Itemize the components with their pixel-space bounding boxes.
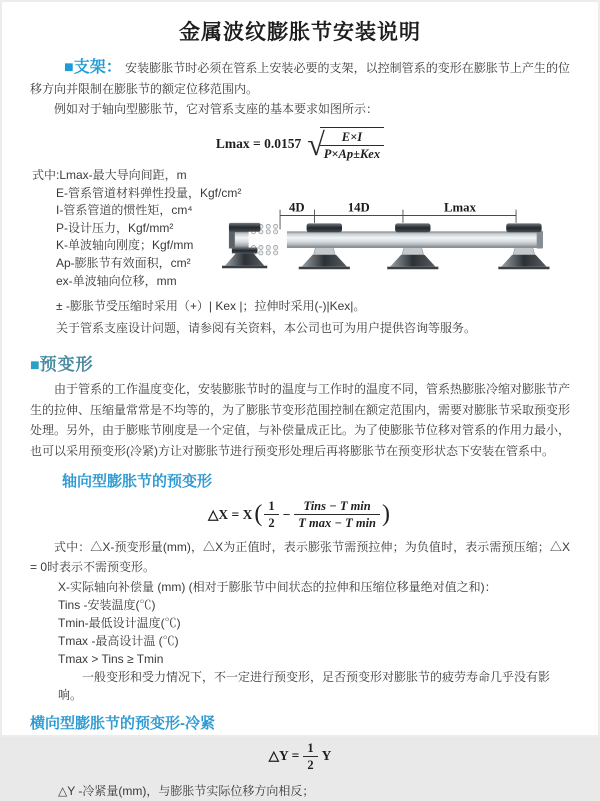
formula-axial-lhs: △X = X — [208, 506, 253, 522]
formula-lateral-lhs: △Y = — [268, 748, 300, 764]
formula-lateral — [30, 740, 570, 774]
radical-sign: √ — [307, 126, 325, 163]
close-paren: ) — [382, 501, 390, 528]
minus-sign: − — [282, 506, 291, 522]
lateral-note: △Y -冷紧量(mm)，与膨胀节实际位移方向相反； — [58, 784, 315, 798]
definitions-and-diagram-row — [30, 167, 570, 295]
axial-item: Tmin-最低设计温度(℃) — [58, 615, 181, 630]
support-section-label: ■支架： — [64, 59, 122, 76]
definition-line: I-管系管道的惯性矩，cm⁴ — [56, 203, 193, 218]
formula-lmax-lhs: Lmax = 0.0157 — [215, 136, 302, 152]
section-square-icon: ■ — [30, 357, 40, 374]
preset-section-title: 预变形 — [39, 355, 94, 374]
axial-item: 一般变形和受力情况下，不一定进行预变形，足否预变形对膨胀节的疲劳寿命几乎没有影响。 — [58, 669, 551, 702]
definition-line: ex-单波轴向位移，mm — [56, 273, 177, 288]
axial-subheading: 轴向型膨胀节的预变形 — [62, 473, 213, 490]
half-numerator: 1 — [268, 499, 275, 513]
axial-explain-paragraph: 式中：△X-预变形量(mm)，△X为正值时，表示膨张节需预拉伸；为负值时，表示需预压缩；△X = 0时表示不需预变形。 — [30, 539, 570, 574]
open-paren: ( — [254, 501, 263, 528]
pipe-right-cap — [537, 231, 543, 249]
support-intro-text: 安装膨胀节时必须在管系上安装必要的支架，以控制管系的变形在膨胀节上产生的位移方向并限制在膨胀节的额定位移范围内。 — [30, 61, 570, 96]
axial-item: Tmax > Tins ≥ Tmin — [58, 651, 164, 666]
formula-lmax-fraction — [320, 127, 384, 163]
support-example-line: 例如对于轴向型膨胀节，它对管系支座的基本要求如图所示： — [54, 102, 379, 116]
pm-note: ± -膨胀节受压缩时采用（+）| Kex |；拉伸时采用(-)|Kex|。 — [56, 299, 366, 313]
half-denominator: 2 — [303, 756, 317, 773]
definition-line: P-设计压力，Kgf/mm² — [56, 220, 174, 235]
definition-line: K-单波轴向刚度；Kgf/mm — [56, 238, 194, 253]
temp-fraction — [294, 498, 380, 532]
temp-denominator: T max − T min — [294, 514, 380, 531]
axial-item: X-实际轴向补偿量 (mm) (相对于膨胀节中间状态的拉伸和压缩位移量绝对值之和)： — [58, 579, 497, 594]
dim-label-14d: 14D — [347, 200, 370, 215]
formula-axial — [30, 498, 570, 532]
formula-lmax-denominator: P×Ap±Kex — [320, 145, 384, 162]
page-title: 金属波纹膨胀节安装说明 — [179, 21, 421, 44]
half-fraction — [264, 498, 278, 532]
consult-note: 关于管系支座设计问题，请参阅有关资料，本公司也可为用户提供咨询等服务。 — [56, 320, 477, 335]
half-denominator: 2 — [264, 514, 278, 531]
pipe-left-cap — [229, 231, 235, 249]
definition-line: 式中:Lmax-最大导向间距，m — [32, 168, 187, 182]
half-fraction — [303, 740, 317, 774]
definition-line: E-管系管道材料弹性投量，Kgf/cm² — [56, 185, 242, 200]
definition-line: Ap-膨胀节有效面积，cm² — [56, 255, 191, 270]
pipe-support-diagram — [224, 198, 578, 298]
dim-label-4d: 4D — [288, 200, 305, 215]
formula-lmax — [30, 127, 570, 163]
preset-section-heading — [30, 350, 570, 375]
support-intro-paragraph — [30, 58, 570, 99]
temp-numerator: Tins − T min — [303, 499, 371, 513]
half-numerator: 1 — [307, 740, 314, 755]
formula-lateral-rhs: Y — [321, 748, 332, 764]
lateral-subheading: 横向型膨胀节的预变形-冷紧 — [30, 714, 215, 732]
preset-intro-paragraph: 由于管系的工作温度变化，安装膨胀节时的温度与工作时的温度不同，管系热膨胀冷缩对膨胀节产生的拉伸、压缩量常常是不均等的，为了膨胀节变形范围控制在额定范围内，需要对膨胀节采取预变形处理。另外，由于膨账节刚度是一个定值，与补偿量成正比。为了使膨胀节位移对管系的作用力最小，也可以采用预变形(冷紧)方让对膨胀节进行预变形处理后再将膨胀节在预变形状态下安装在管系中。 — [30, 382, 571, 458]
axial-item: Tins -安装温度(℃) — [58, 597, 156, 612]
dim-label-lmax: Lmax — [444, 200, 476, 215]
formula-lmax-numerator: E×I — [341, 129, 363, 144]
axial-item: Tmax -最高设计温 (℃) — [58, 633, 179, 648]
